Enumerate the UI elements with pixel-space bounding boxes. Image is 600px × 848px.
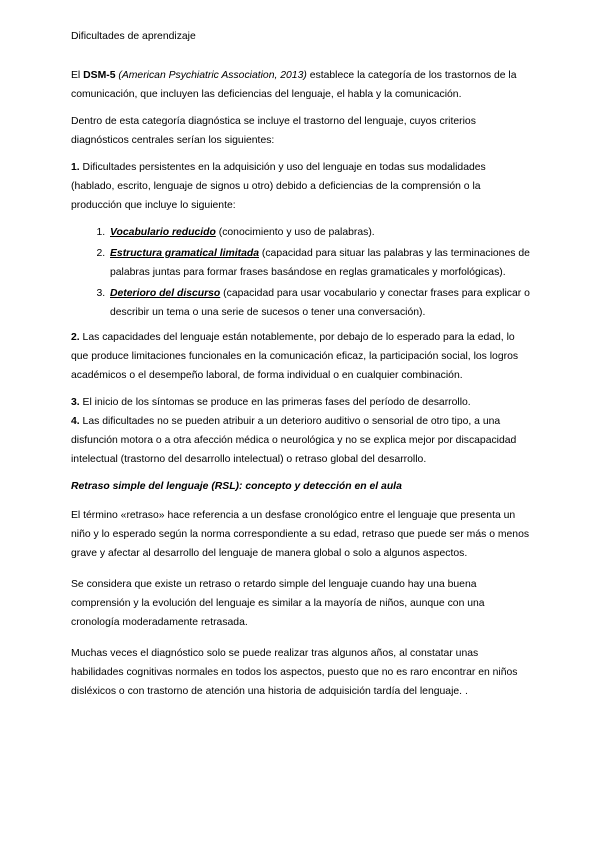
criterion-number: 1.	[71, 162, 80, 173]
list-item-term: Estructura gramatical limitada	[110, 248, 259, 259]
list-item-desc: (conocimiento y uso de palabras).	[215, 227, 375, 238]
criterion-text: Dificultades persistentes en la adquisición y uso del lenguaje en todas sus modalidades (hablado, escrito, lenguaje de signos u otro) debido a deficiencias de la comprensión o la producción que incluye lo siguiente:	[71, 162, 486, 211]
intro-text-pre: El	[71, 70, 84, 81]
section-paragraph-3: Muchas veces el diagnóstico solo se puede realizar tras algunos años, al constatar unas habilidades cognitivas normales en todos los aspectos, puesto que no es raro encontrar en niños disléxicos o con trastorno de atención una historia de adquisición tardía del lenguaje. .	[71, 648, 518, 697]
criterion-text: El inicio de los síntomas se produce en las primeras fases del período de desarrollo.	[79, 397, 471, 408]
document-body	[71, 66, 531, 709]
section-paragraph-1: El término «retraso» hace referencia a un desfase cronológico entre el lenguaje que presenta un niño y lo esperado según la norma correspondiente a su edad, retraso que puede ser más o menos grave y afectar al desarrollo del lenguaje de manera global o solo a algunos aspectos.	[71, 510, 530, 559]
dsm5-label: DSM-5	[83, 70, 116, 81]
list-item	[108, 284, 531, 322]
criterion-text: Las dificultades no se pueden atribuir a un deterioro auditivo o sensorial de otro tipo, a una disfunción motora o a otra afección médica o neurológica y no se explica mejor por discapacidad intelectual (trastorno del desarrollo intelectual) o retraso global del desarrollo.	[71, 416, 517, 465]
criterion-4	[71, 412, 531, 469]
section-heading: Retraso simple del lenguaje (RSL): concepto y detección en el aula	[71, 481, 402, 492]
section-paragraph-2: Se considera que existe un retraso o retardo simple del lenguaje cuando hay una buena comprensión y la evolución del lenguaje es similar a la mayoría de niños, aunque con una cronología moderadamente retrasada.	[71, 579, 485, 628]
criterion-number: 4.	[71, 416, 80, 427]
list-item-term: Vocabulario reducido	[110, 227, 216, 238]
list-item-desc: (capacidad para situar las palabras y las terminaciones de palabras juntas para formar frases basándose en reglas gramaticales y morfológicas).	[110, 248, 530, 278]
intro-text-post: establece la categoría de los trastornos de la comunicación, que incluyen las deficiencias del lenguaje, el habla y la comunicación.	[71, 70, 517, 100]
intro-paragraph-1	[71, 66, 531, 104]
citation: (American Psychiatric Association, 2013)	[115, 70, 307, 81]
list-item-term: Deterioro del discurso	[110, 288, 221, 299]
deficiency-list	[71, 223, 531, 322]
criterion-1	[71, 158, 531, 215]
page-header-title: Dificultades de aprendizaje	[71, 31, 196, 42]
intro-paragraph-2: Dentro de esta categoría diagnóstica se incluye el trastorno del lenguaje, cuyos criterios diagnósticos centrales serían los siguientes:	[71, 116, 476, 146]
criterion-3	[71, 393, 531, 412]
criterion-number: 2.	[71, 332, 80, 343]
list-item	[108, 223, 531, 242]
list-item	[108, 244, 531, 282]
criterion-text: Las capacidades del lenguaje están notablemente, por debajo de lo esperado para la edad, lo que produce limitaciones funcionales en la comunicación eficaz, la participación social, los logros académicos o el desempeño laboral, de forma individual o en cualquier combinación.	[71, 332, 519, 381]
criterion-number: 3.	[71, 397, 80, 408]
criterion-2	[71, 328, 531, 385]
list-item-desc: (capacidad para usar vocabulario y conectar frases para explicar o describir un tema o una serie de sucesos o tener una conversación).	[110, 288, 530, 318]
